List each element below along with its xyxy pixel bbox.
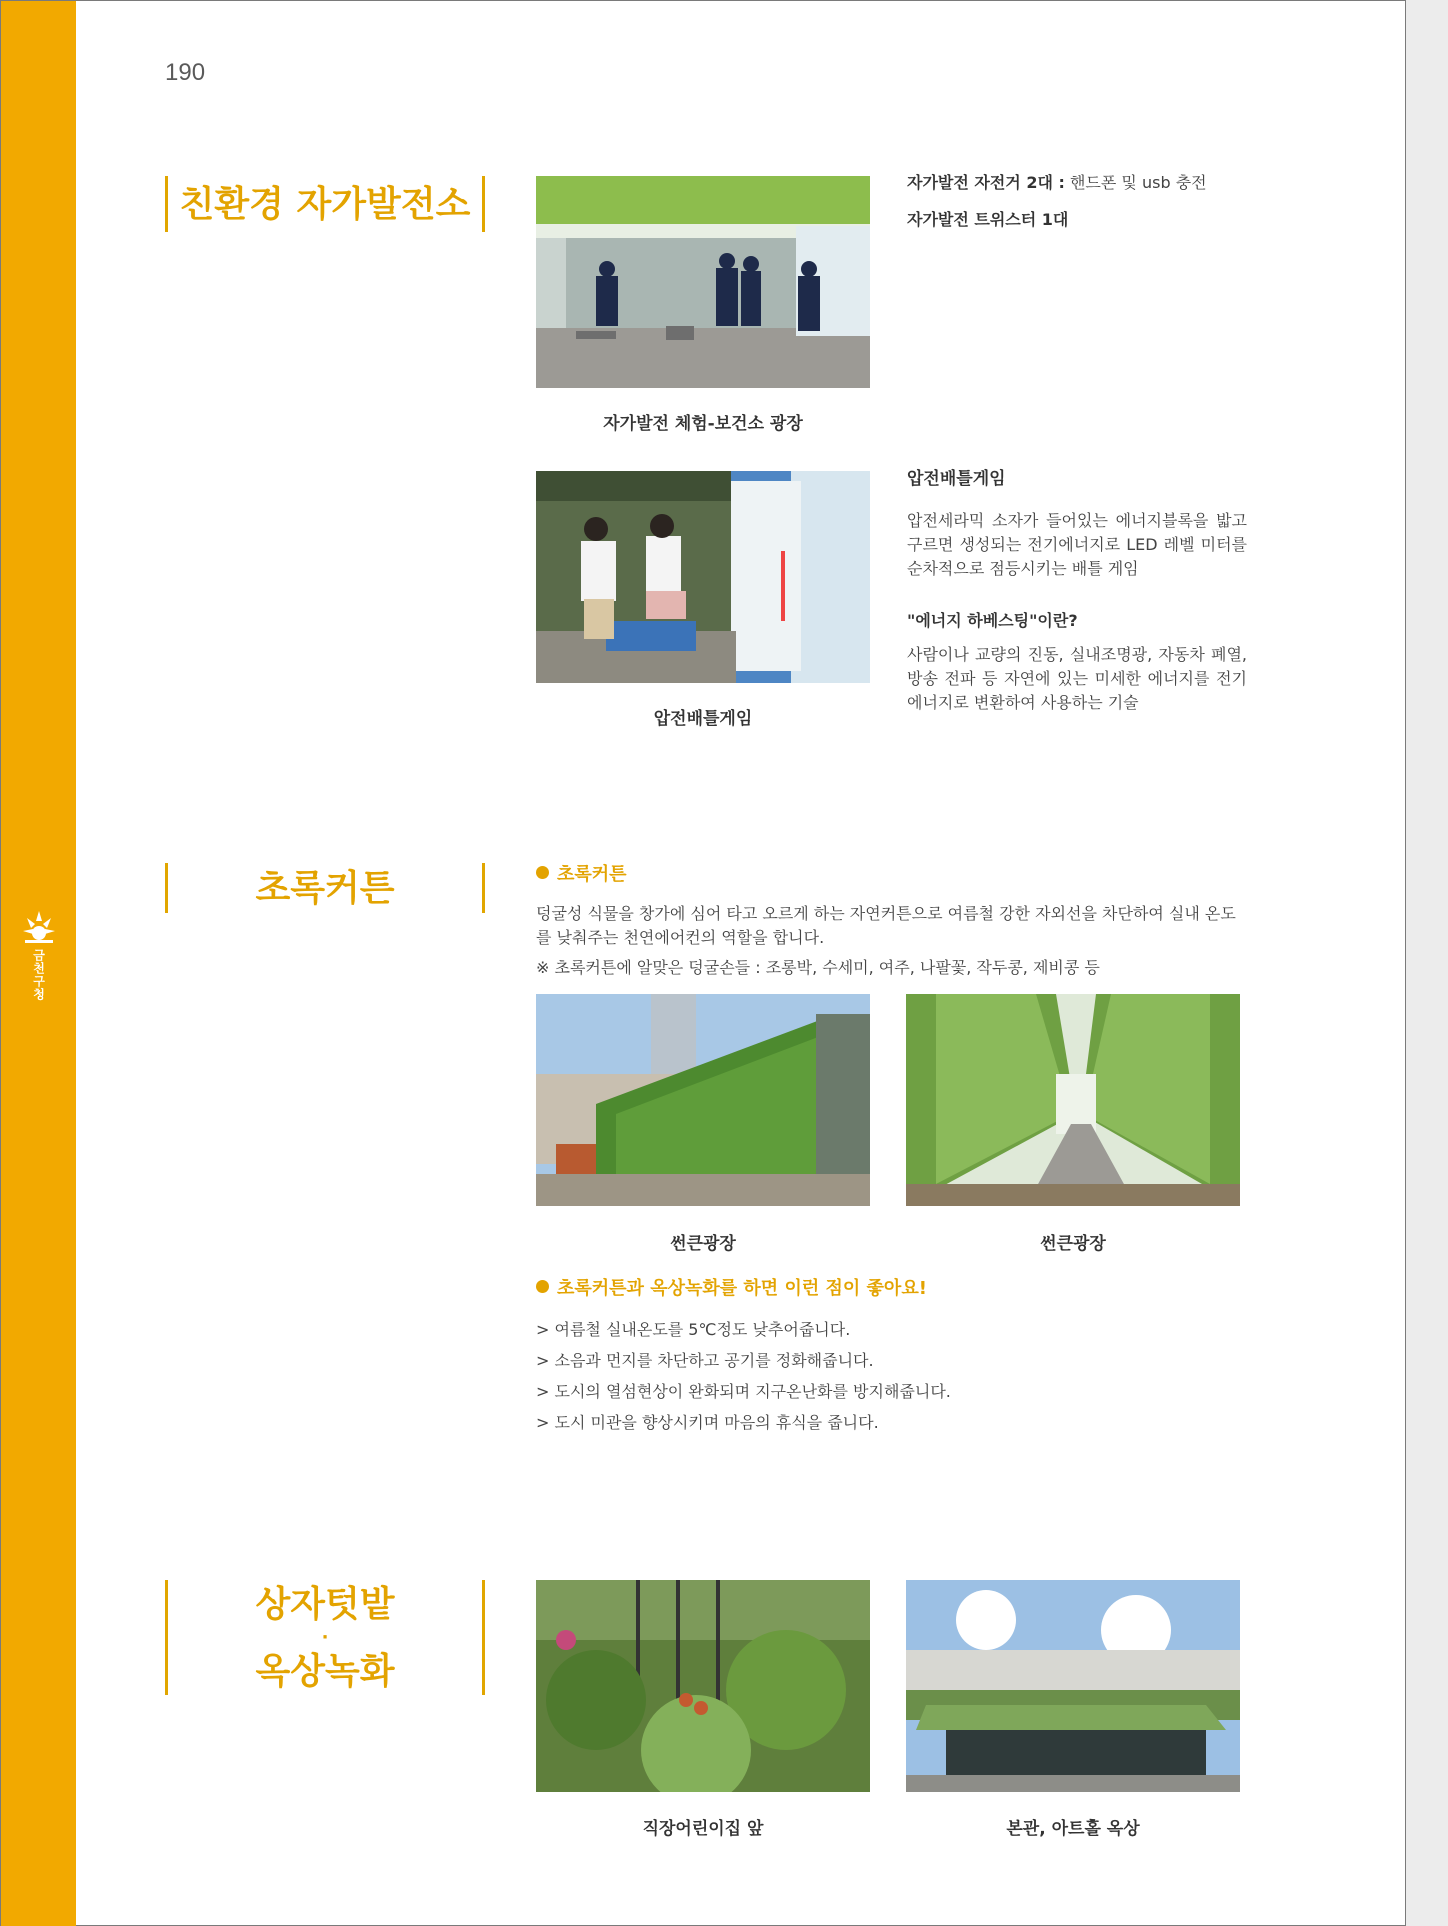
item-twister: 자가발전 트위스터 1대 [907, 210, 1069, 229]
benefit-item: > 도시 미관을 향상시키며 마음의 휴식을 줍니다. [536, 1413, 879, 1432]
photo-caption: 직장어린이집 앞 [642, 1819, 764, 1839]
green-curtain-description: 덩굴성 식물을 창가에 심어 타고 오르게 하는 자연커튼으로 여름철 강한 자외선을 차단하여 실내 온도를 낮춰주는 천연에어컨의 역할을 합니다. [536, 904, 1236, 947]
item-bicycle-label: 자가발전 자전거 2대 : [907, 173, 1065, 192]
section-title-text: 초록커튼 [255, 867, 395, 909]
benefits-list [536, 1314, 951, 1438]
photo-sunken-plaza-tunnel [906, 994, 1240, 1206]
item-bicycle-text: 핸드폰 및 usb 충전 [1064, 173, 1207, 192]
viewer-background [1406, 0, 1448, 1926]
side-accent-bar [1, 1, 76, 1926]
harvesting-heading: "에너지 하베스팅"이란? [907, 611, 1078, 630]
section-title-dot: · [321, 1626, 329, 1648]
benefit-item: > 여름철 실내온도를 5℃정도 낮추어줍니다. [536, 1320, 851, 1339]
harvesting-description: 사람이나 교량의 진동, 실내조명광, 자동차 폐열, 방송 전파 등 자연에 있는 미세한 에너지를 전기 에너지로 변환하여 사용하는 기술 [907, 645, 1247, 712]
bullet-heading-benefits [536, 1274, 927, 1300]
section-title-line1: 상자텃밭 [255, 1583, 395, 1625]
photo-caption: 자가발전 체험-보건소 광장 [603, 414, 803, 434]
bullet-dot-icon [536, 866, 549, 879]
green-curtain-note: ※ 초록커튼에 알맞은 덩굴손들 : 조롱박, 수세미, 여주, 나팔꽃, 작두콩, 제비콩 등 [536, 958, 1100, 977]
district-logo [21, 909, 57, 1001]
benefit-item: > 도시의 열섬현상이 완화되며 지구온난화를 방지해줍니다. [536, 1382, 951, 1401]
section-title-line2: 옥상녹화 [255, 1650, 395, 1692]
bullet-heading-text: 초록커튼 [557, 864, 627, 885]
district-logo-text: 금천구청 [31, 949, 46, 1001]
bullet-dot-icon [536, 1280, 549, 1293]
photo-sunken-plaza-wall [536, 994, 870, 1206]
bullet-heading-green-curtain [536, 860, 627, 886]
photo-rooftop-greening [906, 1580, 1240, 1792]
game-description: 압전세라믹 소자가 들어있는 에너지블록을 밟고 구르면 생성되는 전기에너지로 LED 레벨 미터를 순차적으로 점등시키는 배틀 게임 [907, 511, 1247, 578]
section-title-rooftop [165, 1580, 485, 1695]
section-title-green-curtain [165, 863, 485, 913]
sun-logo-icon [21, 909, 57, 945]
photo-caption: 본관, 아트홀 옥상 [1006, 1819, 1140, 1839]
section-title-eco-power [165, 176, 485, 232]
benefit-item: > 소음과 먼지를 차단하고 공기를 정화해줍니다. [536, 1351, 874, 1370]
section-title-text: 친환경 자가발전소 [179, 183, 471, 225]
page-number: 190 [165, 59, 206, 86]
photo-self-power-experience [536, 176, 870, 388]
benefits-heading-text: 초록커튼과 옥상녹화를 하면 이런 점이 좋아요! [557, 1278, 927, 1299]
photo-caption: 압전배틀게임 [653, 709, 753, 729]
photo-daycare-garden [536, 1580, 870, 1792]
photo-piezo-battle-game [536, 471, 870, 683]
photo-caption: 썬큰광장 [670, 1234, 736, 1254]
game-heading: 압전배틀게임 [907, 469, 1006, 489]
photo-caption: 썬큰광장 [1040, 1234, 1106, 1254]
item-bicycle [907, 171, 1267, 195]
